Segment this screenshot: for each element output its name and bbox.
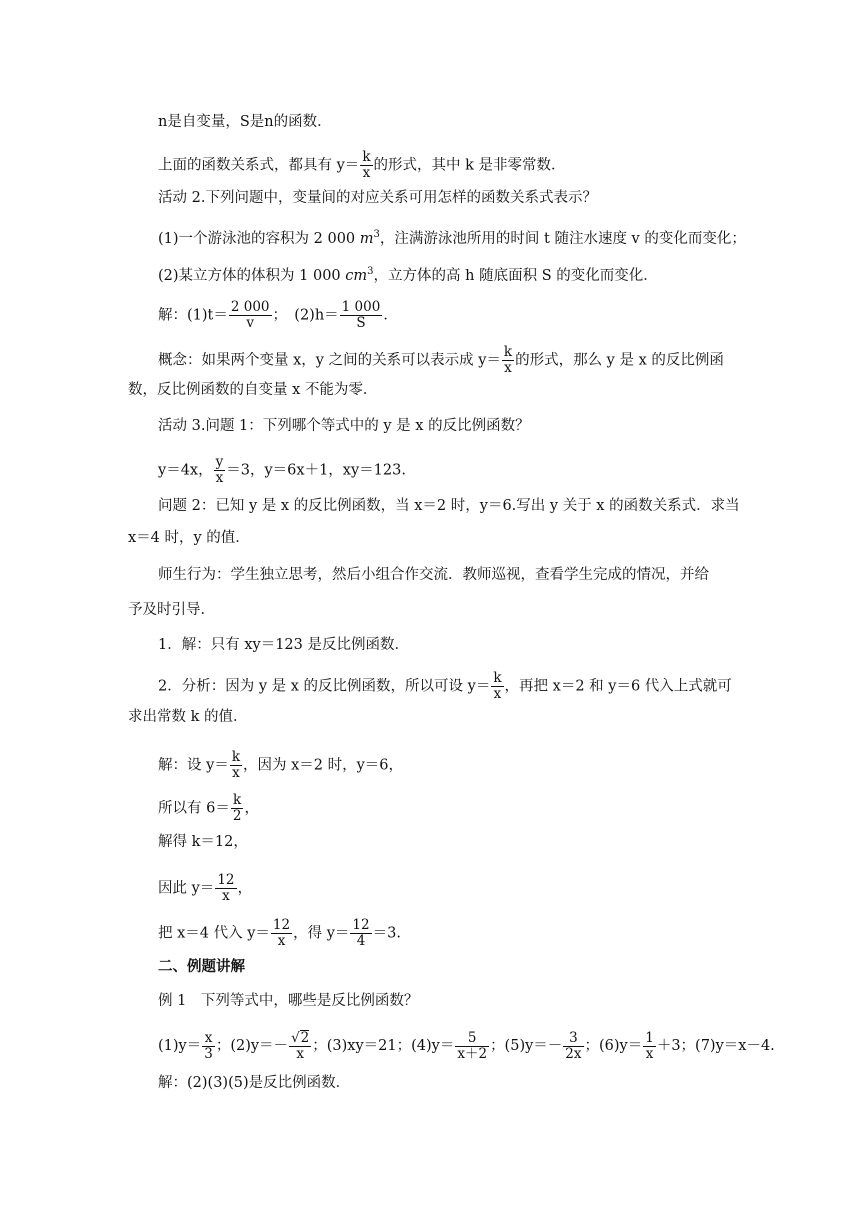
text-line: 活动 3.问题 1：下列哪个等式中的 y 是 x 的反比例函数？	[158, 418, 530, 434]
text-line: n是自变量，S是n的函数．	[158, 114, 332, 130]
text-line: (1)一个游泳池的容积为 2 000 $m^3$，注满游泳池所用的时间 t 随注水速度 v 的变化而变化；	[158, 229, 746, 247]
text-line: 1．解：只有 xy＝123 是反比例函数．	[158, 637, 409, 653]
text-line: 概念：如果两个变量 x，y 之间的关系可以表示成 y＝ $\frac{k}{x}$ 的形式，那么 y 是 x 的反比例函	[158, 344, 724, 376]
fraction: $\frac{k}{x}$	[503, 344, 513, 376]
fraction: $\frac{5}{x+2}$	[457, 1029, 488, 1062]
fraction: $\frac{2 000}{v}$	[230, 299, 270, 331]
fraction: $\frac{x}{3}$	[204, 1029, 213, 1062]
fraction: $\frac{y}{x}$	[215, 454, 224, 486]
text-line: 活动 2.下列问题中，变量间的对应关系可用怎样的函数关系式表示？	[158, 190, 597, 206]
text-line: 予及时引导．	[128, 602, 215, 618]
fraction: $\frac{k}{x}$	[493, 670, 502, 702]
fraction: $\frac{1 000}{S}$	[341, 299, 381, 331]
text-line: 师生行为：学生独立思考，然后小组合作交流．教师巡视，查看学生完成的情况，并给	[158, 567, 709, 583]
text-line: x＝4 时，y 的值．	[128, 530, 250, 546]
fraction: $\frac{√2}{x}$	[291, 1030, 310, 1062]
fraction: $\frac{k}{x}$	[231, 749, 240, 781]
text-line: 所以有 6＝ $\frac{k}{2}$ ，	[158, 792, 259, 824]
fraction: $\frac{3}{2x}$	[565, 1029, 582, 1062]
text-line: (1)y＝ $\frac{x}{3}$ ；(2)y＝－ $\frac{√2}{x}$ ；(3)xy＝21；(4)y＝ $\frac{5}{x+2}$ ；(5)y＝－ $\frac{3}{2x}$ ；(6)y＝ $\frac{1}{x}$ ＋3；(7)y＝x－4.	[158, 1029, 775, 1062]
text-line: 上面的函数关系式，都具有 y＝ $\frac{k}{x}$ 的形式，其中 k 是非零常数．	[158, 149, 566, 181]
text-line: (2)某立方体的体积为 1 000 $cm^3$，立方体的高 h 随底面积 S 的变化而变化．	[158, 266, 658, 284]
text-line: 解：(2)(3)(5)是反比例函数．	[158, 1075, 351, 1091]
fraction: $\frac{12}{4}$	[352, 917, 370, 949]
text-line: 2．分析：因为 y 是 x 的反比例函数，所以可设 y＝ $\frac{k}{x}$ ，再把 x＝2 和 y＝6 代入上式就可	[158, 670, 732, 702]
text-line: 解：设 y＝ $\frac{k}{x}$ ，因为 x＝2 时，y＝6，	[158, 749, 404, 781]
text-line: 解得 k＝12，	[158, 834, 248, 850]
text-line: 求出常数 k 的值．	[128, 709, 248, 725]
fraction: $\frac{12}{x}$	[272, 917, 291, 949]
fraction: $\frac{k}{x}$	[362, 149, 371, 181]
text-line: y＝4x， $\frac{y}{x}$ ＝3，y＝6x＋1，xy＝123.	[158, 454, 406, 486]
text-line: 因此 y＝ $\frac{12}{x}$ ，	[158, 872, 252, 904]
text-line: 解：(1)t＝ $\frac{2 000}{v}$ ； (2)h＝ $\frac{1 000}{S}$ ．	[158, 299, 398, 331]
fraction: $\frac{1}{x}$	[645, 1029, 654, 1062]
fraction: $\frac{12}{x}$	[217, 872, 235, 904]
fraction: $\frac{k}{2}$	[232, 792, 242, 824]
text-line: 把 x＝4 代入 y＝ $\frac{12}{x}$ ，得 y＝ $\frac{12}{4}$ ＝3.	[158, 917, 401, 949]
section-heading: 二、例题讲解	[158, 959, 245, 975]
text-line: 问题 2：已知 y 是 x 的反比例函数，当 x＝2 时，y＝6.写出 y 关于 x 的函数关系式．求当	[158, 498, 740, 514]
text-line: 例 1 下列等式中，哪些是反比例函数？	[158, 993, 419, 1009]
text-line: 数，反比例函数的自变量 x 不能为零．	[128, 382, 378, 398]
